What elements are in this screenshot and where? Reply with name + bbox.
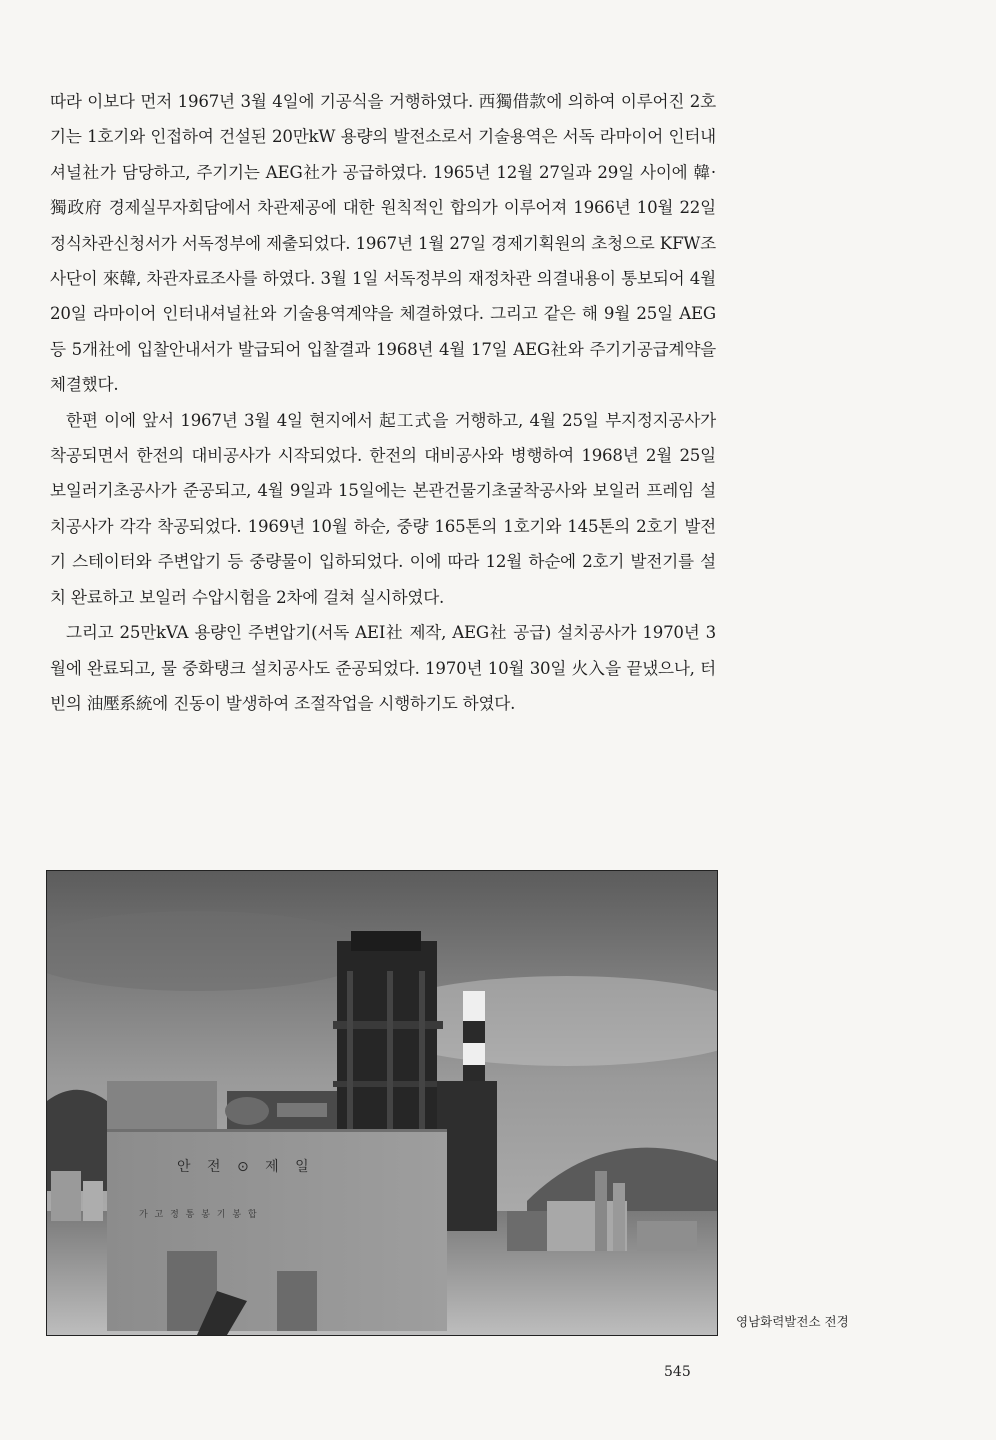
power-plant-illustration — [47, 871, 717, 1335]
paragraph-3: 그리고 25만kVA 용량인 주변압기(서독 AEI社 제작, AEG社 공급) 설치공사가 1970년 3월에 완료되고, 물 중화탱크 설치공사도 준공되었다. 1970년 10월 30일 火入을 끝냈으나, 터빈의 油壓系統에 진동이 발생하여 조절작업을 시행하기도 하였다. — [50, 623, 716, 713]
building-sign: 안 전 ⊙ 제 일 — [177, 1159, 315, 1175]
body-text — [50, 84, 716, 721]
paragraph-1: 따라 이보다 먼저 1967년 3월 4일에 기공식을 거행하였다. 西獨借款에 의하여 이루어진 2호기는 1호기와 인접하여 건설된 20만kW 용량의 발전소로서 기술용역은 서독 라마이어 인터내셔널社가 담당하고, 주기기는 AEG社가 공급하였다. 1965년 12월 27일과 29일 사이에 韓·獨政府 경제실무자회담에서 차관제공에 대한 원칙적인 합의가 이루어져 1966년 10월 22일 정식차관신청서가 서독정부에 제출되었다. 1967년 1월 27일 경제기획원의 초청으로 KFW조사단이 來韓, 차관자료조사를 하였다. 3월 1일 서독정부의 재정차관 의결내용이 통보되어 4월 20일 라마이어 인터내셔널社와 기술용역계약을 체결하였다. 그리고 같은 해 9월 25일 AEG 등 5개社에 입찰안내서가 발급되어 입찰결과 1968년 4월 17일 AEG社와 주기기공급계약을 체결했다. — [50, 92, 716, 395]
side-piping — [225, 1091, 337, 1131]
paragraph-2: 한편 이에 앞서 1967년 3월 4일 현지에서 起工式을 거행하고, 4월 25일 부지정지공사가 착공되면서 한전의 대비공사가 시작되었다. 한전의 대비공사와 병행하여 1968년 2월 25일 보일러기초공사가 준공되고, 4월 9일과 15일에는 본관건물기초굴착공사와 보일러 프레임 설치공사가 각각 착공되었다. 1969년 10월 하순, 중량 165톤의 1호기와 145톤의 2호기 발전기 스테이터와 주변압기 등 중량물이 입하되었다. 이에 따라 12월 하순에 2호기 발전기를 설치 완료하고 보일러 수압시험을 2차에 걸쳐 실시하였다. — [50, 410, 716, 607]
page-number: 545 — [664, 1364, 691, 1380]
power-plant-photo — [46, 870, 718, 1336]
photo-caption: 영남화력발전소 전경 — [736, 1314, 849, 1329]
building-subsign: 가 고 정 통 봉 기 봉 합 — [139, 1210, 259, 1220]
